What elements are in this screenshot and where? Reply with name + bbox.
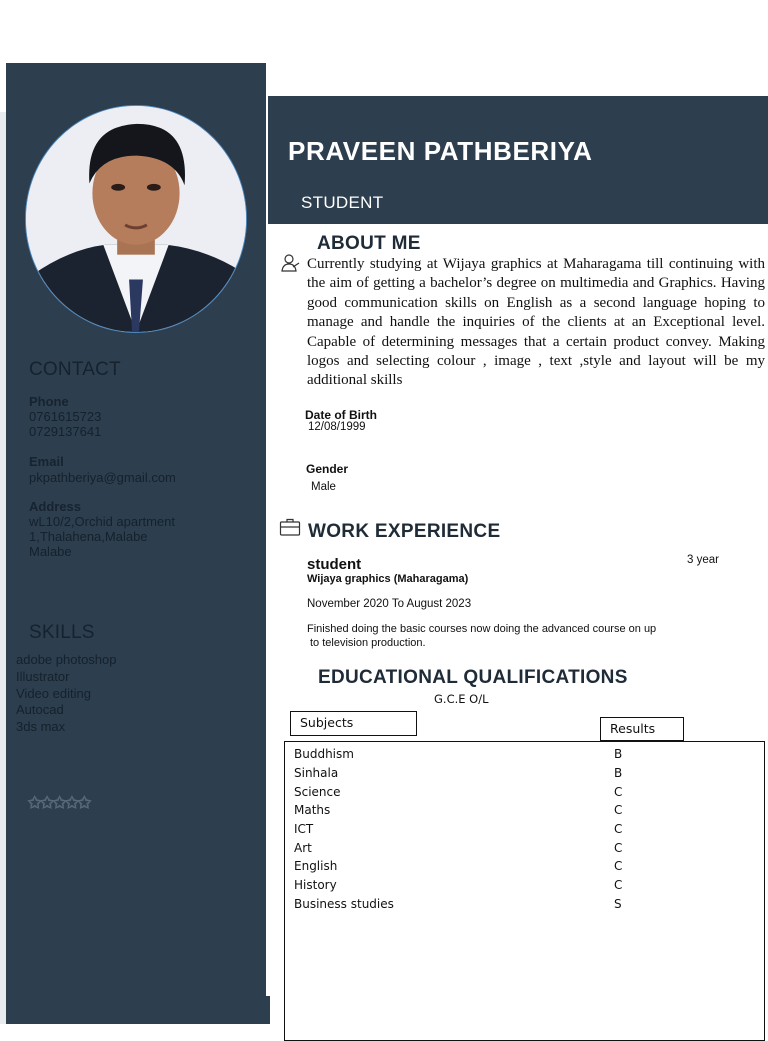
subject-cell: Art: [294, 841, 312, 855]
table-row: [285, 859, 764, 878]
work-period: November 2020 To August 2023: [307, 598, 472, 610]
address-line-1: wL10/2,Orchid apartment: [29, 514, 175, 529]
phone-label: Phone: [29, 394, 69, 409]
work-duration: 3 year: [687, 554, 719, 566]
skill-item: adobe photoshop: [16, 652, 117, 667]
address-line-3: Malabe: [29, 544, 72, 559]
table-row: [285, 785, 764, 804]
phone-number-2: 0729137641: [29, 424, 102, 439]
table-row: [285, 878, 764, 897]
skill-item: 3ds max: [16, 719, 66, 734]
address-label: Address: [29, 499, 82, 514]
result-cell: C: [614, 785, 623, 799]
subject-cell: Business studies: [294, 897, 394, 911]
skills-heading: SKILLS: [29, 622, 95, 643]
work-company: Wijaya graphics (Maharagama): [307, 573, 469, 585]
gender-value: Male: [311, 481, 336, 493]
subject-cell: Buddhism: [294, 747, 354, 761]
profile-photo-illustration: [26, 106, 246, 332]
table-row: [285, 747, 764, 766]
star-icon: ✩: [52, 795, 66, 812]
education-heading: EDUCATIONAL QUALIFICATIONS: [318, 667, 628, 688]
result-cell: C: [614, 859, 623, 873]
subject-cell: History: [294, 878, 337, 892]
skill-rating-stars: [28, 793, 90, 813]
subject-cell: English: [294, 859, 338, 873]
skill-item: Autocad: [16, 702, 64, 717]
result-cell: B: [614, 747, 623, 761]
work-title: student: [307, 556, 362, 573]
table-row: [285, 822, 764, 841]
results-header: Results: [600, 717, 684, 741]
subject-cell: ICT: [294, 822, 314, 836]
star-icon: ✩: [65, 795, 78, 812]
grades-table: [284, 741, 765, 1041]
skill-item: Illustrator: [16, 669, 70, 684]
gender-label: Gender: [306, 462, 349, 476]
star-icon: ✩: [77, 795, 91, 812]
skill-item: Video editing: [16, 686, 91, 701]
dob-value: 12/08/1999: [308, 421, 366, 433]
result-cell: S: [614, 897, 622, 911]
candidate-role: STUDENT: [301, 193, 384, 212]
contact-heading: CONTACT: [29, 359, 121, 380]
subject-cell: Maths: [294, 803, 331, 817]
work-description: [307, 622, 656, 650]
profile-photo: [25, 105, 247, 333]
work-heading: WORK EXPERIENCE: [308, 521, 501, 542]
email-value: pkpathberiya@gmail.com: [29, 470, 176, 485]
table-row: [285, 841, 764, 860]
table-row: [285, 803, 764, 822]
briefcase-icon: [279, 517, 301, 537]
result-cell: C: [614, 822, 623, 836]
subjects-header: Subjects: [290, 711, 417, 736]
result-cell: C: [614, 803, 623, 817]
result-cell: C: [614, 878, 623, 892]
about-paragraph: Currently studying at Wijaya graphics at Maharagama till continuing with the aim of getting a bachelor’s degree on multimedia and Graphics. Having good communication skills on English as a second language hoping to manage and handle the inquiries of the clients at an Exceptional level. Capable of determining messages that a certain product convey. Making logos and selecting colour , image , text ,style and layout will be my additional skills: [307, 256, 765, 389]
candidate-name: PRAVEEN PATHBERIYA: [288, 136, 593, 166]
table-row: [285, 897, 764, 916]
about-heading: ABOUT ME: [317, 233, 421, 254]
star-icon: ✩: [28, 795, 41, 812]
star-icon: ✩: [40, 795, 53, 812]
subject-cell: Sinhala: [294, 766, 339, 780]
result-cell: B: [614, 766, 623, 780]
dob-label: Date of Birth: [305, 408, 377, 422]
sidebar-bottom-strip: [6, 996, 270, 1024]
exam-name: G.C.E O/L: [434, 692, 489, 706]
email-label: Email: [29, 454, 64, 469]
table-row: [285, 766, 764, 785]
user-icon: [280, 253, 300, 273]
phone-number-1: 0761615723: [29, 409, 102, 424]
work-description-line: to television production.: [310, 637, 426, 649]
subject-cell: Science: [294, 785, 341, 799]
result-cell: C: [614, 841, 623, 855]
address-line-2: 1,Thalahena,Malabe: [29, 529, 148, 544]
work-description-line: Finished doing the basic courses now doing the advanced course on up: [307, 623, 657, 635]
